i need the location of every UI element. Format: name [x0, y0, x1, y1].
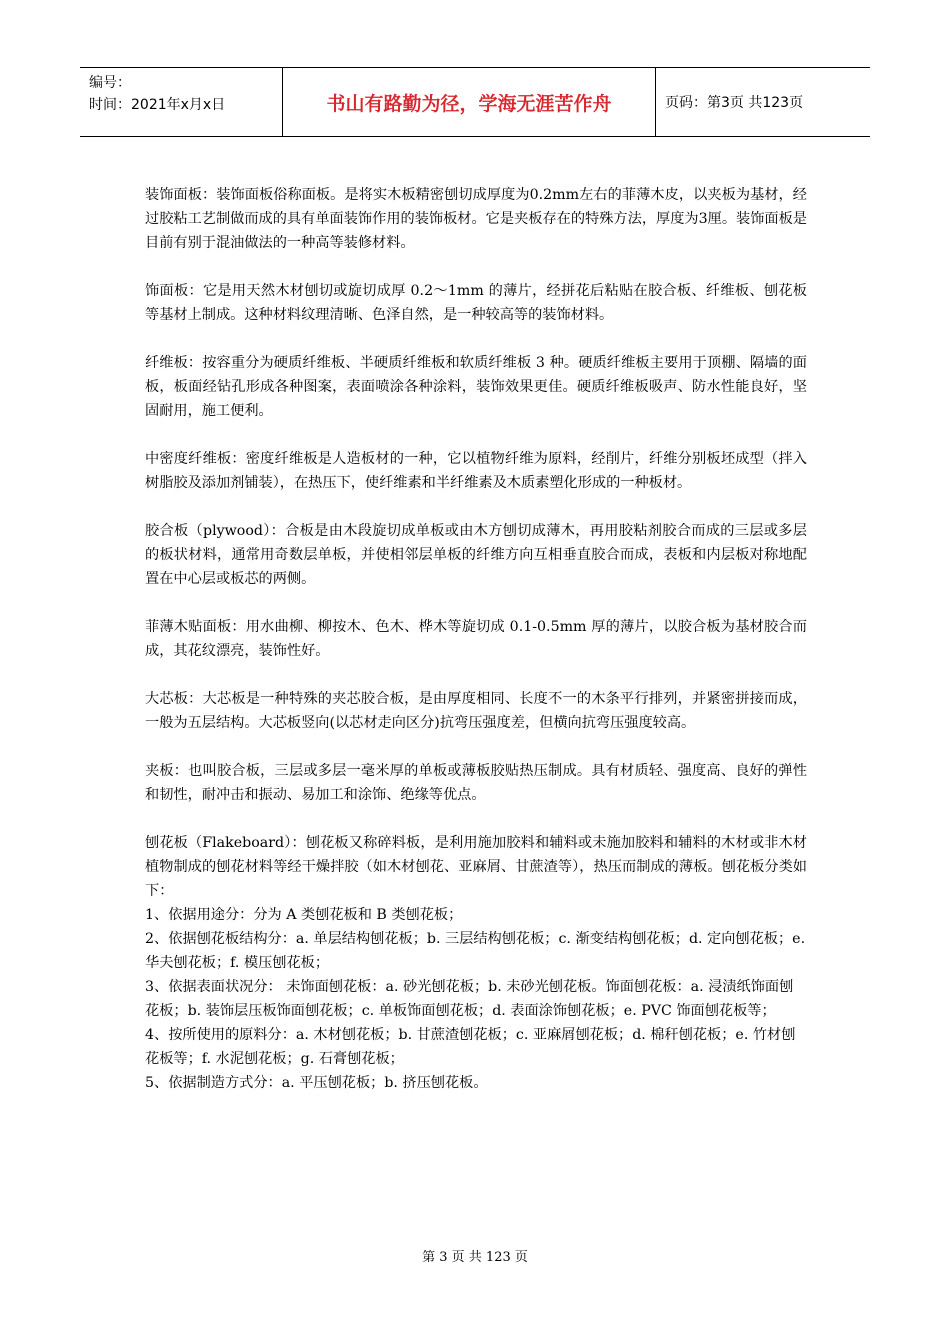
page-footer: 第 3 页 共 123 页 — [422, 1250, 528, 1265]
header-page-info: 页码：第3页 共123页 — [665, 95, 804, 111]
flakeboard-item-2: 2、依据刨花板结构分：a. 单层结构刨花板；b. 三层结构刨花板；c. 渐变结构刨花板；d. 定向刨花板；e. 华夫刨花板；f. 模压刨花板； — [145, 931, 806, 971]
document-time-label: 时间：2021年x月x日 — [89, 97, 226, 113]
paragraph-thin-veneer: 菲薄木贴面板：用水曲柳、柳按木、色木、桦木等旋切成 0.1-0.5mm 厚的薄片，以胶合板为基材胶合而成，其花纹漂亮，装饰性好。 — [145, 619, 807, 659]
paragraph-plywood: 胶合板（plywood）：合板是由木段旋切成单板或由木方刨切成薄木，再用胶粘剂胶合而成的三层或多层的板状材料，通常用奇数层单板，并使相邻层单板的纤维方向互相垂直胶合而成，表板和内层板对称地配置在中心层或板芯的两侧。 — [145, 523, 807, 587]
flakeboard-item-3: 3、依据表面状况分： 未饰面刨花板：a. 砂光刨花板；b. 未砂光刨花板。饰面刨花板：a. 浸渍纸饰面刨花板；b. 装饰层压板饰面刨花板；c. 单板饰面刨花板；d. 表面涂饰刨花板；e. PVC 饰面刨花板等； — [145, 979, 794, 1019]
header-meta — [80, 68, 282, 136]
paragraph-flakeboard-intro: 刨花板（Flakeboard）：刨花板又称碎料板，是利用施加胶料和辅料或未施加胶料和辅料的木材或非木材植物制成的刨花材料等经干燥拌胶（如木材刨花、亚麻屑、甘蔗渣等），热压而制成的薄板。刨花板分类如下： — [145, 835, 807, 899]
document-body — [145, 183, 807, 1095]
document-number-label: 编号： — [89, 75, 131, 91]
paragraph-laminated-board: 夹板：也叫胶合板，三层或多层一毫米厚的单板或薄板胶贴热压制成。具有材质轻、强度高、良好的弹性和韧性，耐冲击和振动、易加工和涂饰、绝缘等优点。 — [145, 763, 807, 803]
paragraph-veneer-panel: 饰面板：它是用天然木材刨切或旋切成厚 0.2～1mm 的薄片，经拼花后粘贴在胶合板、纤维板、刨花板等基材上制成。这种材料纹理清晰、色泽自然，是一种较高等的装饰材料。 — [145, 283, 807, 323]
paragraph-decorative-panel: 装饰面板：装饰面板俗称面板。是将实木板精密刨切成厚度为0.2mm左右的菲薄木皮，以夹板为基材，经过胶粘工艺制做而成的具有单面装饰作用的装饰板材。它是夹板存在的特殊方法，厚度为3厘。装饰面板是目前有别于混油做法的一种高等装修材料。 — [145, 187, 807, 251]
header-motto: 书山有路勤为径，学海无涯苦作舟 — [282, 68, 656, 136]
flakeboard-item-5: 5、依据制造方式分：a. 平压刨花板；b. 挤压刨花板。 — [145, 1075, 488, 1091]
paragraph-blockboard: 大芯板：大芯板是一种特殊的夹芯胶合板，是由厚度相同、长度不一的木条平行排列，并紧密拼接而成，一般为五层结构。大芯板竖向(以芯材走向区分)抗弯压强度差，但横向抗弯压强度较高。 — [145, 691, 807, 731]
paragraph-mdf: 中密度纤维板：密度纤维板是人造板材的一种，它以植物纤维为原料，经削片，纤维分别板坯成型（拌入树脂胶及添加剂铺装），在热压下，使纤维素和半纤维素及木质素塑化形成的一种板材。 — [145, 451, 807, 491]
page-header — [80, 67, 870, 137]
flakeboard-item-1: 1、依据用途分：分为 A 类刨花板和 B 类刨花板； — [145, 907, 463, 923]
paragraph-fiberboard: 纤维板：按容重分为硬质纤维板、半硬质纤维板和软质纤维板 3 种。硬质纤维板主要用于顶棚、隔墙的面板，板面经钻孔形成各种图案，表面喷涂各种涂料，装饰效果更佳。硬质纤维板吸声、防水性能良好，坚固耐用，施工便利。 — [145, 355, 807, 419]
flakeboard-item-4: 4、按所使用的原料分：a. 木材刨花板；b. 甘蔗渣刨花板；c. 亚麻屑刨花板；d. 棉秆刨花板；e. 竹材刨花板等；f. 水泥刨花板；g. 石膏刨花板； — [145, 1027, 796, 1067]
